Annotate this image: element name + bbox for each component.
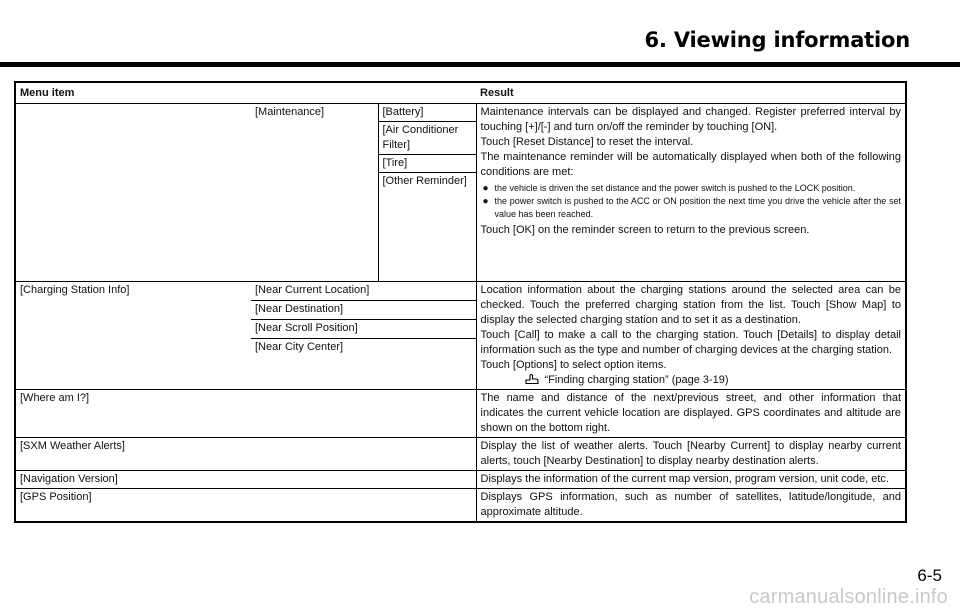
submenu-air-conditioner-filter: [Air Conditioner Filter] [378, 122, 476, 155]
table-row [16, 104, 905, 122]
result-maintenance: Maintenance intervals can be displayed and changed. Register preferred interval by touching [+]/[-] and turn on/off the reminder by touching [ON]. Touch [Reset Distance] to reset the interval. The maintenance reminder will be automatically displayed when both of the following conditions are met: ● the vehicle is driven the set distance and the power switch is pushed to the LOCK position. ● the power switch is pushed to the ACC or ON position the next time you drive the vehicle after the set value has been reached. Touch [OK] on the reminder screen to return to the previous screen. [476, 104, 905, 282]
table-row [16, 489, 905, 522]
page-reference: “Finding charging station” (page 3-19) [481, 373, 901, 388]
page-section-title: 6. Viewing information [644, 28, 910, 52]
submenu-near-scroll-position: [Near Scroll Position] [251, 320, 476, 339]
watermark: carmanualsonline.info [749, 586, 948, 608]
col-result: Result [476, 83, 905, 104]
submenu-near-destination: [Near Destination] [251, 301, 476, 320]
submenu-tire: [Tire] [378, 155, 476, 173]
result-navigation-version: Displays the information of the current map version, program version, unit code, etc. [476, 471, 905, 489]
result-sxm-weather-alerts: Display the list of weather alerts. Touch [Nearby Current] to display nearby current alerts, touch [Nearby Destination] to display nearby destination alerts. [476, 438, 905, 471]
submenu-battery: [Battery] [378, 104, 476, 122]
list-item: ● the power switch is pushed to the ACC or ON position the next time you drive the vehicle after the set value has been reached. [482, 196, 901, 219]
table-row [16, 282, 905, 301]
conditions-list [481, 182, 901, 221]
menu-gps-position: [GPS Position] [20, 491, 92, 503]
menu-charging-station-info: [Charging Station Info] [16, 282, 251, 390]
menu-where-am-i: [Where am I?] [16, 390, 476, 438]
menu-navigation-version: [Navigation Version] [16, 471, 476, 489]
hand-pointer-icon [525, 373, 539, 385]
page-number: 6-5 [917, 566, 942, 585]
table-row [16, 390, 905, 438]
menu-maintenance: [Maintenance] [251, 104, 378, 282]
submenu-near-current-location: [Near Current Location] [251, 282, 476, 301]
submenu-other-reminder: [Other Reminder] [378, 173, 476, 282]
header-rule [0, 62, 960, 67]
list-item: ● the vehicle is driven the set distance and the power switch is pushed to the LOCK position. [482, 183, 856, 194]
col-menu-item: Menu item [16, 83, 476, 104]
result-gps-position: Displays GPS information, such as number of satellites, latitude/longitude, and approximate altitude. [476, 489, 905, 522]
result-where-am-i: The name and distance of the next/previous street, and other information that indicates the current vehicle location are displayed. GPS coordinates and altitude are shown on the bottom right. [476, 390, 905, 438]
result-charging: Location information about the charging stations around the selected area can be checked. Touch the preferred charging station from the list. Touch [Show Map] to display the selected charging station and to set it as a destination. Touch [Call] to make a call to the charging station. Touch [Details] to display detail information such as the type and number of charging devices at the charging station. Touch [Options] to select option items. “Finding charging station” (page 3-19) [476, 282, 905, 390]
table-row [16, 471, 905, 489]
table-row [16, 438, 905, 471]
submenu-near-city-center: [Near City Center] [251, 339, 476, 390]
table-header-row [16, 83, 905, 104]
menu-table [14, 81, 907, 523]
menu-sxm-weather-alerts: [SXM Weather Alerts] [16, 438, 476, 471]
